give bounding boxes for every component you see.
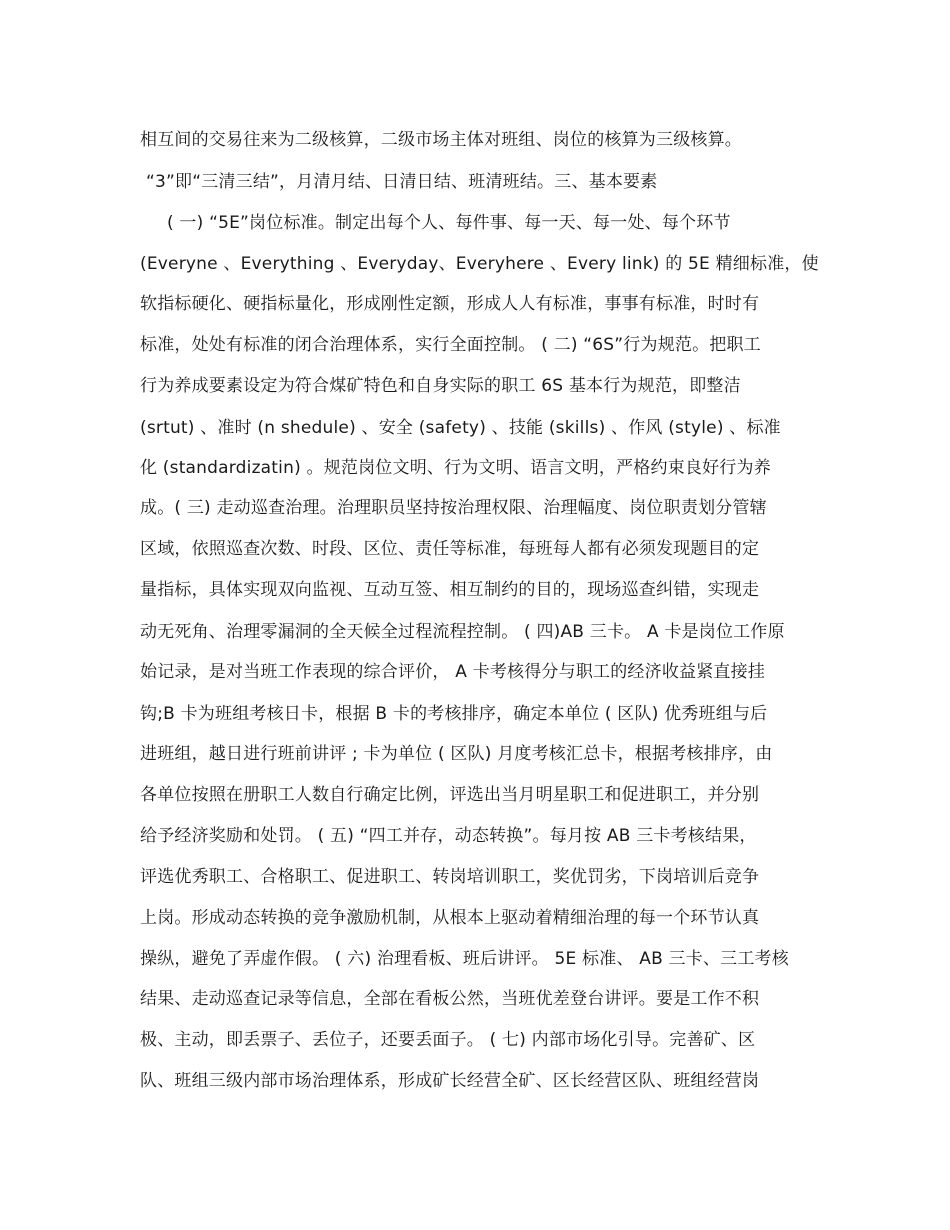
text-line: 队、班组三级内部市场治理体系，形成矿长经营全矿、区长经营区队、班组经营岗	[140, 1071, 760, 1091]
text-line: (srtut) 、准时 (n shedule) 、安全 (safety) 、技能 (skills) 、作风 (style) 、标准	[140, 418, 781, 438]
text-line: 极、主动，即丢票子、丢位子，还要丢面子。 ( 七) 内部市场化引导。完善矿、区	[140, 1030, 756, 1050]
text-line: 标准，处处有标准的闭合治理体系，实行全面控制。 ( 二) “6S”行为规范。把职工	[140, 335, 761, 355]
text-line: 相互间的交易往来为二级核算，二级市场主体对班组、岗位的核算为三级核算。	[140, 130, 742, 150]
text-line: 进班组，越日进行班前讲评 ; 卡为单位 ( 区队) 月度考核汇总卡，根据考核排序，由	[140, 744, 773, 764]
text-line: 区域，依照巡查次数、时段、区位、责任等标准，每班每人都有必须发现题目的定	[140, 539, 760, 559]
text-line: “3”即“三清三结”，月清月结、日清日结、班清班结。三、基本要素	[146, 172, 658, 192]
text-line: 成。( 三) 走动巡查治理。治理职员坚持按治理权限、治理幅度、岗位职责划分管辖	[140, 498, 767, 518]
text-line: 上岗。形成动态转换的竞争激励机制，从根本上驱动着精细治理的每一个环节认真	[140, 908, 760, 928]
text-line: 量指标，具体实现双向监视、互动互签、相互制约的目的，现场巡查纠错，实现走	[140, 580, 760, 600]
text-line: 化 (standardizatin) 。规范岗位文明、行为文明、语言文明，严格约束良好行为养	[140, 458, 771, 478]
text-line: 操纵，避免了弄虚作假。 ( 六) 治理看板、班后讲评。 5E 标准、 AB 三卡、三工考核	[140, 949, 789, 969]
text-line: 软指标硬化、硬指标量化，形成刚性定额，形成人人有标准，事事有标准，时时有	[140, 294, 760, 314]
text-line: 钩;B 卡为班组考核日卡，根据 B 卡的考核排序，确定本单位 ( 区队) 优秀班组与后	[140, 704, 768, 724]
text-line: 行为养成要素设定为符合煤矿特色和自身实际的职工 6S 基本行为规范，即整洁	[140, 376, 741, 396]
text-line: 始记录，是对当班工作表现的综合评价， A 卡考核得分与职工的经济收益紧直接挂	[140, 662, 766, 682]
text-line: 给予经济奖励和处罚。 ( 五) “四工并存，动态转换”。每月按 AB 三卡考核结果，	[140, 826, 757, 846]
text-line: 结果、走动巡查记录等信息，全部在看板公然，当班优差登台讲评。要是工作不积	[140, 989, 760, 1009]
text-line: (Everyne 、Everything 、Everyday、Everyhere 、Every link) 的 5E 精细标准，使	[140, 254, 819, 274]
text-line: 评选优秀职工、合格职工、促进职工、转岗培训职工，奖优罚劣，下岗培训后竞争	[140, 867, 760, 887]
text-line: 各单位按照在册职工人数自行确定比例，评选出当月明星职工和促进职工，并分别	[140, 785, 760, 805]
text-line: 动无死角、治理零漏洞的全天候全过程流程控制。 ( 四)AB 三卡。 A 卡是岗位工作原	[140, 622, 785, 642]
text-line: ( 一) “5E”岗位标准。制定出每个人、每件事、每一天、每一处、每个环节	[167, 213, 731, 233]
